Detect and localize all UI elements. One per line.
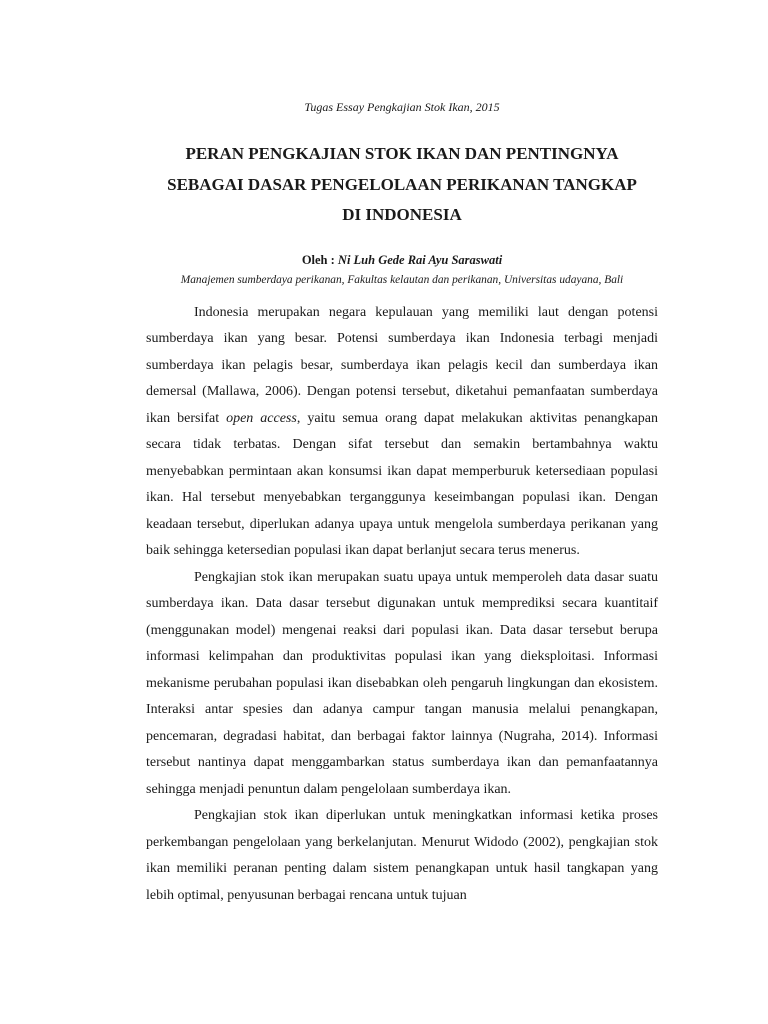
author-line: [146, 253, 658, 268]
paragraph-1-text-after: , yaitu semua orang dapat melakukan aktivitas penangkapan secara tidak terbatas. Dengan sifat tersebut dan semakin bertambahnya waktu menyebabkan permintaan akan konsumsi ikan dapat memperburuk ketersediaan populasi ikan. Hal tersebut menyebabkan terganggunya keseimbangan populasi ikan. Dengan keadaan tersebut, diperlukan adanya upaya untuk mengelola sumberdaya perikanan yang baik sehingga ketersedian populasi ikan dapat berlanjut secara terus menerus.: [146, 410, 658, 558]
author-name: Ni Luh Gede Rai Ayu Saraswati: [337, 252, 503, 267]
document-title: [146, 139, 658, 231]
author-affiliation: Manajemen sumberdaya perikanan, Fakultas kelautan dan perikanan, Universitas udayana, Bali: [180, 273, 624, 286]
title-line-3: DI INDONESIA: [342, 205, 462, 224]
paragraph-3: Pengkajian stok ikan diperlukan untuk meningkatkan informasi ketika proses perkembangan pengelolaan yang berkelanjutan. Menurut Widodo (2002), pengkajian stok ikan memiliki peranan penting dalam sistem penangkapan untuk hasil tangkapan yang lebih optimal, penyusunan berbagai rencana untuk tujuan: [146, 808, 658, 903]
paragraph-1-emphasis: open access: [226, 410, 297, 426]
title-line-1: PERAN PENGKAJIAN STOK IKAN DAN PENTINGNYA: [185, 144, 619, 163]
paragraph-1-text-before: Indonesia merupakan negara kepulauan yang memiliki laut dengan potensi sumberdaya ikan yang besar. Potensi sumberdaya ikan Indonesia terbagi menjadi sumberdaya ikan pelagis besar, sumberdaya ikan pelagis kecil dan sumberdaya ikan demersal (Mallawa, 2006). Dengan potensi tersebut, diketahui pemanfaatan sumberdaya ikan bersifat: [146, 304, 658, 426]
header-note: Tugas Essay Pengkajian Stok Ikan, 2015: [304, 100, 500, 114]
title-line-2: SEBAGAI DASAR PENGELOLAAN PERIKANAN TANGKAP: [167, 174, 637, 194]
body-text: [146, 300, 658, 910]
paragraph-1: [146, 300, 658, 565]
author-prefix: Oleh :: [301, 252, 338, 267]
paragraph-2: Pengkajian stok ikan merupakan suatu upaya untuk memperoleh data dasar suatu sumberdaya ikan. Data dasar tersebut digunakan untuk memprediksi secara kuantitaif (menggunakan model) mengenai reaksi dari populasi ikan. Data dasar tersebut berupa informasi kelimpahan dan produktivitas populasi ikan yang dieksploitasi. Informasi mekanisme perubahan populasi ikan disebabkan oleh pengaruh lingkungan dan ekosistem. Interaksi antar spesies dan adanya campur tangan manusia melalui penangkapan, pencemaran, degradasi habitat, dan berbagai faktor lainnya (Nugraha, 2014). Informasi tersebut nantinya dapat menggambarkan status sumberdaya ikan dan pemanfaatannya sehingga menjadi penuntun dalam pengelolaan sumberdaya ikan.: [146, 569, 658, 797]
